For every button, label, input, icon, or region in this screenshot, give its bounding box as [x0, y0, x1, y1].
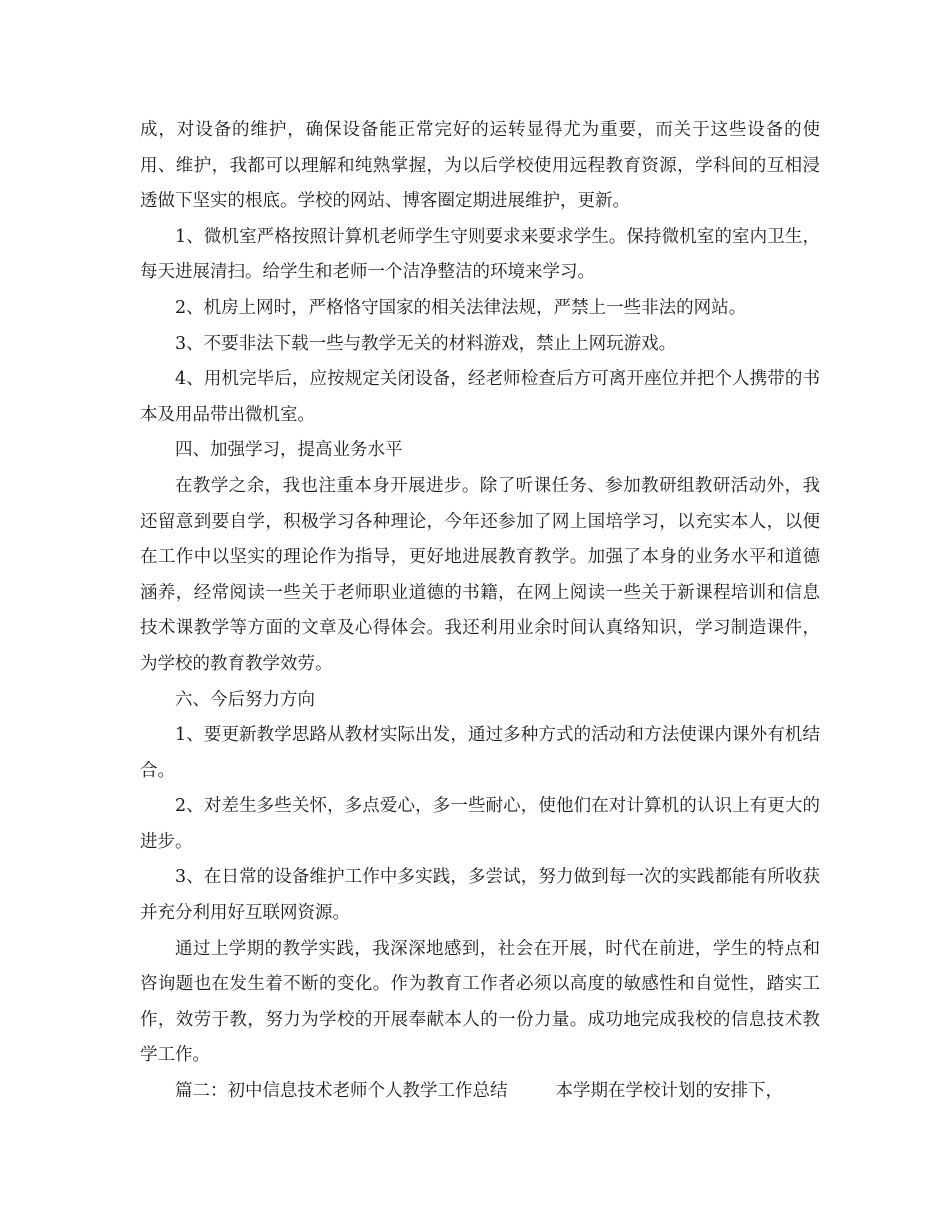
section-heading-study: 四、加强学习，提高业务水平: [175, 440, 403, 461]
part-two-text: 本学期在学校计划的安排下，: [555, 1081, 783, 1102]
paragraph-equipment-maintenance: 成，对设备的维护，确保设备能正常完好的运转显得尤为重要，而关于这些设备的使用、维护，我都可以理解和纯熟掌握，为以后学校使用远程教育资源，学科间的互相浸透做下坚实的根底。学校的网站、博客圈定期进展维护，更新。: [140, 120, 820, 212]
paragraph-future-1: 1、要更新教学思路从教材实际出发，通过多种方式的活动和方法使课内课外有机结合。: [140, 725, 820, 781]
paragraph-rule-2: 2、机房上网时，严格恪守国家的相关法律法规，严禁上一些非法的网站。: [175, 297, 747, 318]
part-two-heading: 篇二：初中信息技术老师个人教学工作总结: [175, 1081, 508, 1102]
section-heading-future: 六、今后努力方向: [175, 689, 315, 710]
document-body: [140, 113, 820, 1110]
paragraph-self-study: 在教学之余，我也注重本身开展进步。除了听课任务、参加教研组教研活动外，我还留意到要自学，积极学习各种理论，今年还参加了网上国培学习，以充实本人，以便在工作中以坚实的理论作为指导，更好地进展教育教学。加强了本身的业务水平和道德涵养，经常阅读一些关于老师职业道德的书籍，在网上阅读一些关于新课程培训和信息技术课教学等方面的文章及心得体会。我还利用业余时间认真络知识，学习制造课件，为学校的教育教学效劳。: [140, 475, 820, 674]
paragraph-future-2: 2、对差生多些关怀，多点爱心，多一些耐心，使他们在对计算机的认识上有更大的进步。: [140, 796, 820, 852]
paragraph-rule-1: 1、微机室严格按照计算机老师学生守则要求来要求学生。保持微机室的室内卫生，每天进展清扫。给学生和老师一个洁净整洁的环境来学习。: [140, 226, 820, 283]
paragraph-future-3: 3、在日常的设备维护工作中多实践，多尝试，努力做到每一次的实践都能有所收获并充分利用好互联网资源。: [140, 867, 820, 924]
paragraph-rule-3: 3、不要非法下载一些与教学无关的材料游戏，禁止上网玩游戏。: [175, 333, 677, 354]
paragraph-conclusion: 通过上学期的教学实践，我深深地感到，社会在开展，时代在前进，学生的特点和咨询题也在发生着不断的变化。作为教育工作者必须以高度的敏感性和自觉性，踏实工作，效劳于教，努力为学校的开展奉献本人的一份力量。成功地完成我校的信息技术教学工作。: [140, 938, 820, 1066]
paragraph-rule-4: 4、用机完毕后，应按规定关闭设备，经老师检查后方可离开座位并把个人携带的书本及用品带出微机室。: [140, 369, 820, 425]
paragraph-part-two: [140, 1074, 820, 1110]
